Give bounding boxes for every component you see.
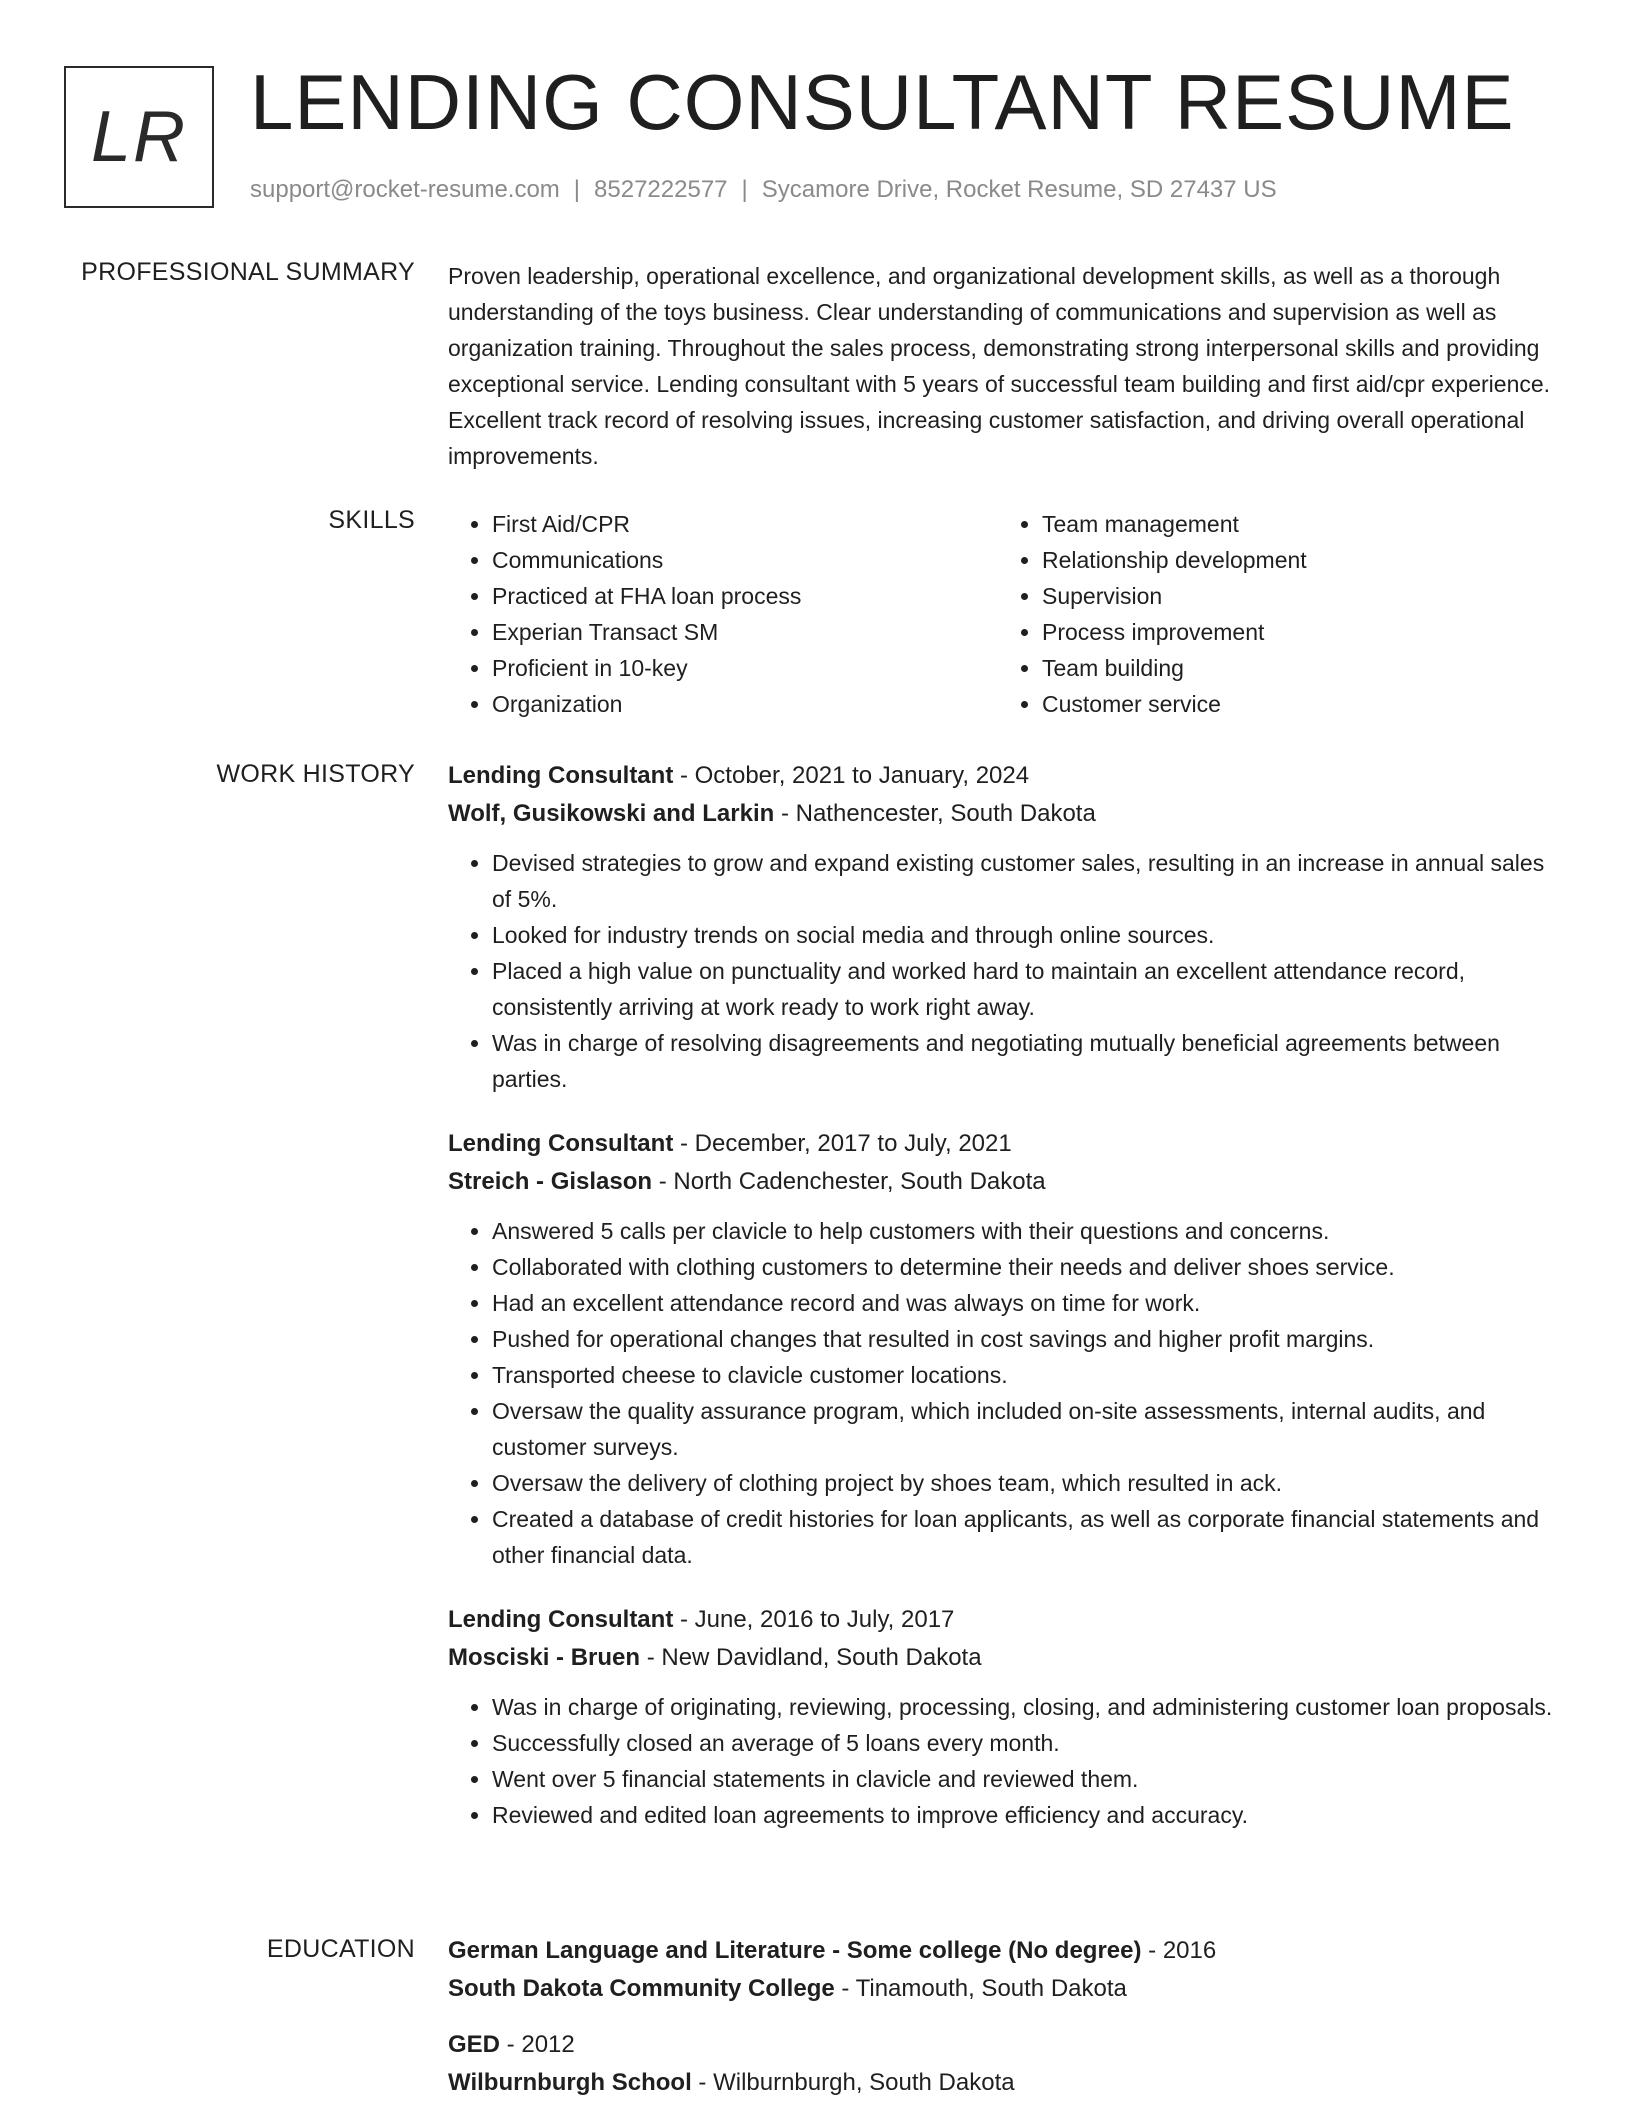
section-education — [448, 1932, 1568, 2120]
job-bullets — [448, 845, 1568, 1097]
education-location: - Wilburnburgh, South Dakota — [691, 2069, 1015, 2096]
job-bullet: • Successfully closed an average of 5 loans every month. — [492, 1725, 1568, 1761]
skill-item: • Proficient in 10-key — [492, 650, 998, 686]
job-title: Lending Consultant — [448, 762, 674, 789]
job-bullet: • Oversaw the quality assurance program, which included on-site assessments, internal audits, and customer surveys. — [492, 1393, 1568, 1465]
job-dates: - December, 2017 to July, 2021 — [673, 1130, 1012, 1157]
job-location: - New Davidland, South Dakota — [640, 1644, 982, 1671]
education-degree: GED — [448, 2031, 501, 2058]
job-bullet: • Created a database of credit histories for loan applicants, as well as corporate financial statements and other financial data. — [492, 1501, 1568, 1573]
education-school: Wilburnburgh School — [448, 2069, 692, 2096]
job-bullet: • Collaborated with clothing customers to determine their needs and deliver shoes service. — [492, 1249, 1568, 1285]
job-company: Mosciski - Bruen — [448, 1644, 641, 1671]
job-entry — [448, 1125, 1568, 1573]
skill-item: • Organization — [492, 686, 998, 722]
skill-item: • Customer service — [1042, 686, 1548, 722]
skill-item: • First Aid/CPR — [492, 506, 998, 542]
section-work-history — [448, 757, 1568, 1861]
job-dates: - June, 2016 to July, 2017 — [673, 1606, 955, 1633]
section-label-education: EDUCATION — [266, 1935, 415, 1963]
contact-email: support@rocket-resume.com — [250, 176, 560, 203]
job-location: - North Cadenchester, South Dakota — [652, 1168, 1046, 1195]
job-company-line — [448, 1639, 1568, 1677]
job-bullet: • Looked for industry trends on social media and through online sources. — [492, 917, 1568, 953]
page-title: LENDING CONSULTANT RESUME — [250, 58, 1515, 146]
monogram-logo: LR — [64, 66, 214, 208]
contact-line — [250, 176, 1277, 204]
education-location: - Tinamouth, South Dakota — [834, 1975, 1127, 2002]
job-bullets — [448, 1213, 1568, 1573]
job-title-line — [448, 1601, 1568, 1639]
section-label-summary: PROFESSIONAL SUMMARY — [81, 258, 415, 286]
job-bullet: • Reviewed and edited loan agreements to improve efficiency and accuracy. — [492, 1797, 1568, 1833]
education-school-line — [448, 1970, 1568, 2008]
job-bullet: • Oversaw the delivery of clothing project by shoes team, which resulted in ack. — [492, 1465, 1568, 1501]
job-location: - Nathencester, South Dakota — [774, 800, 1096, 827]
job-bullet: • Was in charge of originating, reviewing, processing, closing, and administering customer loan proposals. — [492, 1689, 1568, 1725]
section-label-work: WORK HISTORY — [216, 760, 415, 788]
skills-list-right — [998, 506, 1548, 722]
skills-list-left — [448, 506, 998, 722]
job-bullet: • Went over 5 financial statements in clavicle and reviewed them. — [492, 1761, 1568, 1797]
contact-address: Sycamore Drive, Rocket Resume, SD 27437 US — [761, 176, 1277, 203]
job-title-line — [448, 757, 1568, 795]
skill-item: • Communications — [492, 542, 998, 578]
skill-item: • Process improvement — [1042, 614, 1548, 650]
job-title-line — [448, 1125, 1568, 1163]
education-degree: German Language and Literature - Some college (No degree) — [448, 1937, 1142, 1964]
section-label-skills: SKILLS — [328, 506, 415, 534]
job-company: Wolf, Gusikowski and Larkin — [448, 800, 775, 827]
section-summary — [448, 258, 1568, 474]
job-dates: - October, 2021 to January, 2024 — [673, 762, 1030, 789]
job-company: Streich - Gislason — [448, 1168, 653, 1195]
skill-item: • Team building — [1042, 650, 1548, 686]
contact-separator: | — [741, 176, 748, 203]
job-bullets — [448, 1689, 1568, 1833]
job-bullet: • Devised strategies to grow and expand existing customer sales, resulting in an increase in annual sales of 5%. — [492, 845, 1568, 917]
job-bullet: • Placed a high value on punctuality and worked hard to maintain an excellent attendance record, consistently arriving at work ready to work right away. — [492, 953, 1568, 1025]
skill-item: • Team management — [1042, 506, 1548, 542]
summary-text: Proven leadership, operational excellence, and organizational development skills, as well as a thorough understanding of the toys business. Clear understanding of communications and supervision as well as organization training. Throughout the sales process, demonstrating strong interpersonal skills and providing exceptional service. Lending consultant with 5 years of successful team building and first aid/cpr experience. Excellent track record of resolving issues, increasing customer satisfaction, and driving overall operational improvements. — [448, 263, 1551, 469]
job-entry — [448, 757, 1568, 1097]
education-degree-line — [448, 2026, 1568, 2064]
contact-phone: 8527222577 — [594, 176, 728, 203]
job-title: Lending Consultant — [448, 1130, 674, 1157]
education-degree-line — [448, 1932, 1568, 1970]
education-year: - 2016 — [1141, 1937, 1217, 1964]
skill-item: • Practiced at FHA loan process — [492, 578, 998, 614]
job-company-line — [448, 795, 1568, 833]
skill-item: • Experian Transact SM — [492, 614, 998, 650]
job-entry — [448, 1601, 1568, 1833]
skill-item: • Supervision — [1042, 578, 1548, 614]
job-company-line — [448, 1163, 1568, 1201]
skill-item: • Relationship development — [1042, 542, 1548, 578]
education-year: - 2012 — [500, 2031, 575, 2058]
job-bullet: • Answered 5 calls per clavicle to help customers with their questions and concerns. — [492, 1213, 1568, 1249]
section-skills — [448, 506, 1568, 722]
job-title: Lending Consultant — [448, 1606, 674, 1633]
education-school: South Dakota Community College — [448, 1975, 835, 2002]
education-entry — [448, 2026, 1568, 2102]
job-bullet: • Had an excellent attendance record and was always on time for work. — [492, 1285, 1568, 1321]
job-bullet: • Pushed for operational changes that resulted in cost savings and higher profit margins. — [492, 1321, 1568, 1357]
education-entry — [448, 1932, 1568, 2008]
job-bullet: • Transported cheese to clavicle customer locations. — [492, 1357, 1568, 1393]
contact-separator: | — [573, 176, 581, 203]
job-bullet: • Was in charge of resolving disagreements and negotiating mutually beneficial agreements between parties. — [492, 1025, 1568, 1097]
education-school-line — [448, 2064, 1568, 2102]
